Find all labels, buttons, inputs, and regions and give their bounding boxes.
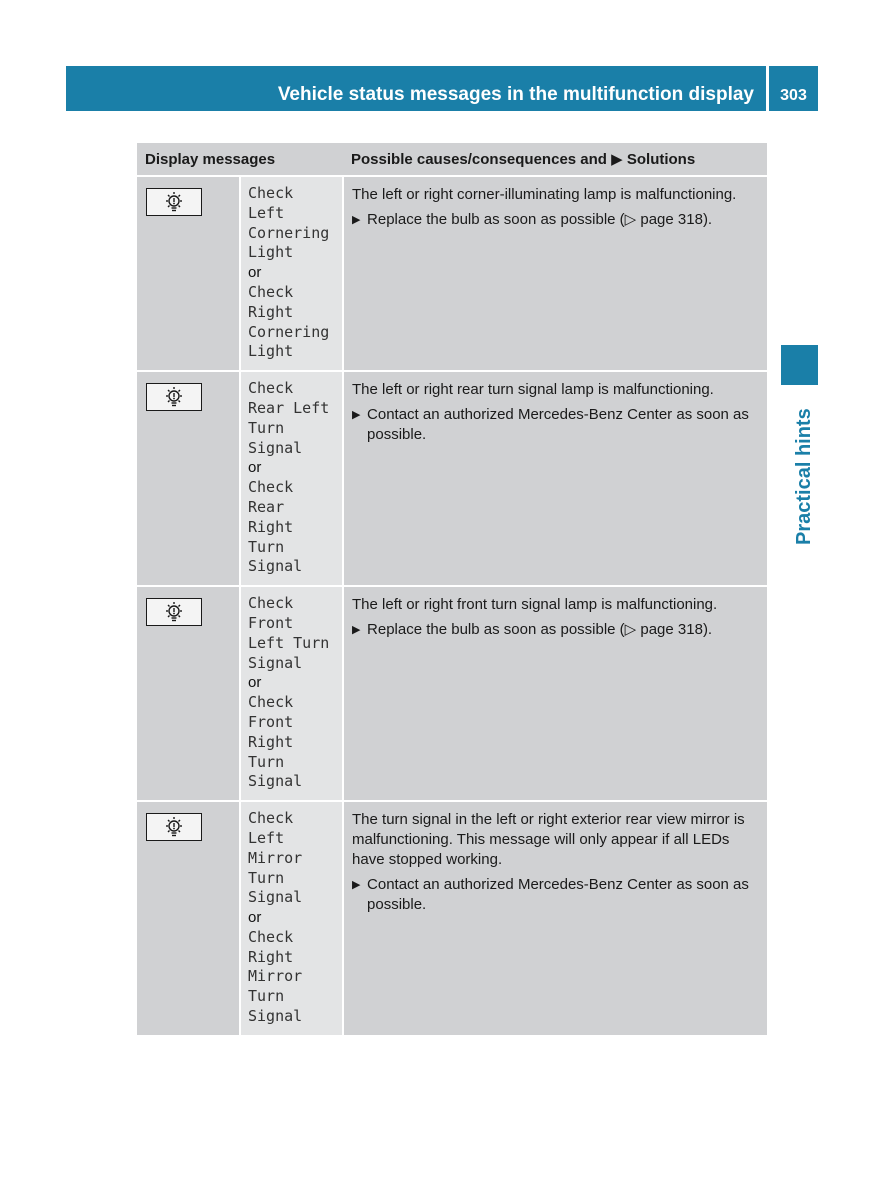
display-message-line: Mirror bbox=[248, 967, 303, 986]
cause-text: The left or right corner-illuminating lamp is malfunctioning. bbox=[352, 186, 737, 203]
display-message-line: Turn bbox=[248, 987, 285, 1006]
display-message-line: Cornering bbox=[248, 223, 330, 242]
display-message-line: Light bbox=[248, 342, 294, 361]
side-tab-marker bbox=[781, 345, 818, 385]
solution-text: Contact an authorized Mercedes-Benz Center as soon as possible. bbox=[367, 876, 749, 914]
solution-text: Contact an authorized Mercedes-Benz Center as soon as possible. bbox=[367, 406, 749, 444]
display-message-line: Turn bbox=[248, 537, 285, 556]
action-arrow-icon: ▶ bbox=[352, 214, 361, 226]
solution-step bbox=[352, 405, 761, 445]
display-message-cell bbox=[240, 176, 343, 371]
display-message-line: Left Turn bbox=[248, 633, 330, 652]
or-separator: or bbox=[248, 674, 262, 692]
icon-cell bbox=[137, 176, 240, 371]
solution-text: Replace the bulb as soon as possible (▷ page 318). bbox=[367, 621, 713, 639]
or-separator: or bbox=[248, 459, 262, 477]
icon-cell bbox=[137, 586, 240, 801]
cause-text: The left or right rear turn signal lamp is malfunctioning. bbox=[352, 381, 714, 399]
display-message-cell bbox=[240, 586, 343, 801]
display-message-line: Left bbox=[248, 203, 285, 222]
display-message-line: Right bbox=[248, 517, 294, 536]
solution-step bbox=[352, 210, 761, 230]
cause-text: The left or right front turn signal lamp is malfunctioning. bbox=[352, 596, 718, 614]
display-message-line: Check bbox=[248, 478, 294, 497]
display-message-line: Front bbox=[248, 613, 294, 632]
solution-arrow-icon: ▶ bbox=[611, 151, 623, 168]
table-body bbox=[137, 176, 767, 1036]
side-tab-label: Practical hints bbox=[793, 408, 815, 545]
display-message-line: Rear Left bbox=[248, 398, 330, 417]
cause-cell bbox=[343, 586, 767, 801]
bulb-warning-icon bbox=[146, 598, 202, 626]
table-row bbox=[137, 586, 767, 801]
display-message-line: Check bbox=[248, 809, 294, 828]
display-message-line: Signal bbox=[248, 653, 303, 672]
display-message-line: Signal bbox=[248, 1007, 303, 1026]
or-separator: or bbox=[248, 909, 262, 927]
or-separator: or bbox=[248, 264, 262, 282]
status-messages-table bbox=[137, 143, 767, 1037]
display-message-line: Rear bbox=[248, 497, 285, 516]
page-number-box bbox=[769, 66, 818, 111]
display-message-line: Right bbox=[248, 732, 294, 751]
solution-text: Replace the bulb as soon as possible (▷ page 318). bbox=[367, 211, 713, 228]
display-message-line: Mirror bbox=[248, 848, 303, 867]
cause-cell bbox=[343, 371, 767, 586]
column-header-display: Display messages bbox=[137, 143, 343, 176]
table-row bbox=[137, 176, 767, 371]
display-message-line: Check bbox=[248, 927, 294, 946]
bulb-warning-icon bbox=[146, 188, 202, 216]
display-message-line: Right bbox=[248, 302, 294, 321]
bulb-warning-icon bbox=[146, 383, 202, 411]
display-message-line: Right bbox=[248, 947, 294, 966]
display-message-line: Check bbox=[248, 693, 294, 712]
display-message-line: Left bbox=[248, 828, 285, 847]
bulb-warning-icon bbox=[146, 813, 202, 841]
display-message-line: Signal bbox=[248, 557, 303, 576]
column-header-causes bbox=[343, 143, 767, 176]
solution-step bbox=[352, 875, 761, 915]
display-message-line: Check bbox=[248, 282, 294, 301]
action-arrow-icon: ▶ bbox=[352, 879, 361, 892]
display-message-line: Turn bbox=[248, 418, 285, 437]
table-row bbox=[137, 801, 767, 1036]
solutions-label: Solutions bbox=[626, 151, 696, 168]
icon-cell bbox=[137, 801, 240, 1036]
display-message-line: Signal bbox=[248, 772, 303, 791]
display-message-line: Turn bbox=[248, 868, 285, 887]
table-header-row bbox=[137, 143, 767, 176]
header-bar bbox=[66, 66, 766, 111]
display-message-cell bbox=[240, 801, 343, 1036]
cause-cell bbox=[343, 176, 767, 371]
causes-label: Possible causes/consequences and bbox=[351, 151, 607, 168]
display-message-line: Turn bbox=[248, 752, 285, 771]
icon-cell bbox=[137, 371, 240, 586]
display-message-cell bbox=[240, 371, 343, 586]
action-arrow-icon: ▶ bbox=[352, 409, 361, 422]
display-message-line: Check bbox=[248, 184, 294, 202]
cause-cell bbox=[343, 801, 767, 1036]
action-arrow-icon: ▶ bbox=[352, 624, 361, 637]
display-message-line: Check bbox=[248, 594, 294, 613]
display-message-line: Signal bbox=[248, 888, 303, 907]
display-message-line: Front bbox=[248, 712, 294, 731]
page-number: 303 bbox=[780, 87, 807, 104]
page-title: Vehicle status messages in the multifunction display bbox=[277, 84, 754, 105]
cause-text: The turn signal in the left or right exterior rear view mirror is malfunctioning. This message will only appear if all LEDs have stopped working. bbox=[352, 811, 745, 869]
display-message-line: Check bbox=[248, 379, 294, 398]
display-message-line: Light bbox=[248, 243, 294, 262]
display-message-line: Signal bbox=[248, 438, 303, 457]
display-message-line: Cornering bbox=[248, 322, 330, 341]
table-row bbox=[137, 371, 767, 586]
solution-step bbox=[352, 620, 761, 640]
